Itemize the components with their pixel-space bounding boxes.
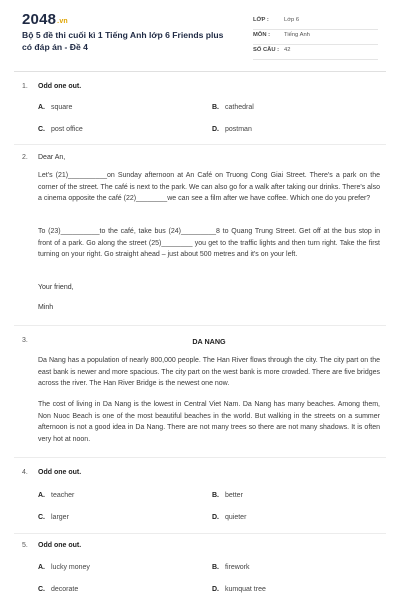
q5-option-b-label: B. bbox=[212, 564, 219, 571]
q5-option-c-text: decorate bbox=[51, 586, 79, 593]
q4-option-d[interactable] bbox=[212, 514, 246, 521]
q4-option-d-text: quieter bbox=[225, 514, 247, 521]
q2-paragraph-2: To (23)__________to the café, take bus (24)_________8 to Quang Trung Street. Get off at the bus stop in front of a park. Go along the street (25)________ you get to the traffic lights and then turn right. Take the first turning on your right. Go straight ahead – just about 500 metres and it's on your left. bbox=[38, 228, 380, 259]
q5-option-b-text: firework bbox=[225, 564, 250, 571]
q4-option-a-label: A. bbox=[38, 492, 45, 499]
q5-option-a[interactable] bbox=[38, 564, 90, 571]
q5-option-c[interactable] bbox=[38, 586, 78, 593]
q2-paragraph-1: Let's (21)__________on Sunday afternoon at An Café on Truong Cong Giai Street. There's a park on the corner of the street. The café is next to the park. We can also go for a walk after taking our drinks. There's also a cinema opposite the café (22)________we can see a film after we have coffee. Which one do you prefer? bbox=[38, 172, 380, 203]
q1-option-a-label: A. bbox=[38, 104, 45, 111]
q1-option-b-label: B. bbox=[212, 104, 219, 111]
meta-count-row bbox=[253, 44, 378, 60]
meta-subject-row bbox=[253, 29, 378, 45]
q5-option-c-label: C. bbox=[38, 586, 45, 593]
meta-class-row bbox=[253, 14, 378, 30]
q1-option-c-text: post office bbox=[51, 126, 83, 133]
q1-option-c[interactable] bbox=[38, 126, 83, 133]
site-logo[interactable] bbox=[22, 11, 68, 28]
document-title: Bộ 5 đề thi cuối kì 1 Tiếng Anh lớp 6 Friends plus có đáp án - Đề 4 bbox=[22, 30, 224, 52]
q3-paragraph-1: Da Nang has a population of nearly 800,000 people. The Han River flows through the city. The city part on the east bank is newer and more spacious. The city part on the west bank is more crowded. There are five bridges across the river. The Han River Bridge is the newest one now. bbox=[38, 357, 380, 388]
q2-number: 2. bbox=[22, 154, 28, 161]
q1-number: 1. bbox=[22, 83, 28, 90]
q1-option-a[interactable] bbox=[38, 104, 72, 111]
q2-signature: Minh bbox=[38, 304, 54, 311]
q5-option-a-text: lucky money bbox=[51, 564, 90, 571]
meta-count-label: SỐ CÂU : bbox=[253, 47, 280, 53]
q5-option-b[interactable] bbox=[212, 564, 250, 571]
meta-subject-label: MÔN : bbox=[253, 32, 271, 38]
q1-option-d-label: D. bbox=[212, 126, 219, 133]
q4-number: 4. bbox=[22, 469, 28, 476]
q2-divider bbox=[14, 325, 386, 326]
meta-class-value: Lớp 6 bbox=[284, 17, 300, 23]
q5-option-d[interactable] bbox=[212, 586, 266, 593]
q4-option-c[interactable] bbox=[38, 514, 69, 521]
q4-divider bbox=[14, 533, 386, 534]
meta-count-value: 42 bbox=[284, 47, 291, 53]
q4-option-a[interactable] bbox=[38, 492, 74, 499]
q1-option-d-text: postman bbox=[225, 126, 252, 133]
q3-number: 3. bbox=[22, 337, 28, 344]
q4-heading: Odd one out. bbox=[38, 469, 82, 476]
q5-option-d-label: D. bbox=[212, 586, 219, 593]
q5-heading: Odd one out. bbox=[38, 542, 82, 549]
q1-option-d[interactable] bbox=[212, 126, 252, 133]
q4-option-b-text: better bbox=[225, 492, 243, 499]
q1-option-a-text: square bbox=[51, 104, 73, 111]
q3-divider bbox=[14, 457, 386, 458]
q5-option-a-label: A. bbox=[38, 564, 45, 571]
q1-option-b[interactable] bbox=[212, 104, 254, 111]
meta-class-label: LỚP : bbox=[253, 17, 269, 23]
q4-option-b-label: B. bbox=[212, 492, 219, 499]
q3-paragraph-2: The cost of living in Da Nang is the lowest in Central Viet Nam. Da Nang has many beaches. Among them, Non Nuoc Beach is one of the most beautiful beaches in the world. But walking in the streets on a summer afternoon is not a good idea in Da Nang. There are not many trees so there are not many shadows. It is often very hot at noon. bbox=[38, 401, 380, 443]
logo-main: 2048 bbox=[22, 11, 57, 28]
q1-option-b-text: cathedral bbox=[225, 104, 254, 111]
logo-suffix: .vn bbox=[57, 18, 68, 25]
q4-option-c-text: larger bbox=[51, 514, 69, 521]
q4-option-a-text: teacher bbox=[51, 492, 75, 499]
q4-option-b[interactable] bbox=[212, 492, 243, 499]
header-divider bbox=[14, 71, 386, 72]
q1-divider bbox=[14, 144, 386, 145]
meta-subject-value: Tiếng Anh bbox=[284, 32, 310, 38]
q5-option-d-text: kumquat tree bbox=[225, 586, 266, 593]
q4-option-c-label: C. bbox=[38, 514, 45, 521]
q5-number: 5. bbox=[22, 542, 28, 549]
q3-reading-title: DA NANG bbox=[192, 337, 226, 346]
page-header bbox=[0, 0, 400, 72]
q1-option-c-label: C. bbox=[38, 126, 45, 133]
q2-closing: Your friend, bbox=[38, 284, 74, 291]
q2-greeting: Dear An, bbox=[38, 154, 66, 161]
q1-heading: Odd one out. bbox=[38, 83, 82, 90]
q4-option-d-label: D. bbox=[212, 514, 219, 521]
